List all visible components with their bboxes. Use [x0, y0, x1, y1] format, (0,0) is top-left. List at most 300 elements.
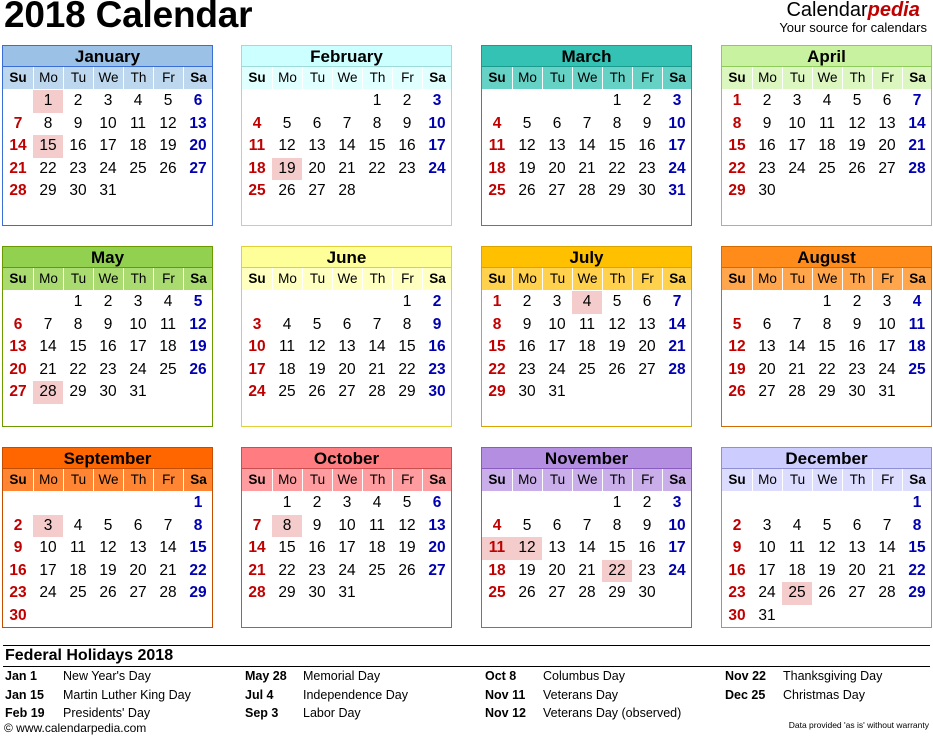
weekday-label: Tu [542, 67, 572, 89]
weekday-label: Su [488, 70, 506, 85]
day-cell: 9 [13, 539, 23, 556]
weekday-label: We [812, 268, 842, 290]
weekday-label: Mo [512, 268, 542, 290]
day-cell: 25 [908, 360, 926, 378]
holiday-name: New Year's Day [63, 669, 151, 683]
weekday-header [3, 268, 212, 290]
weekday-label: We [572, 469, 602, 491]
day-cell: 6 [13, 315, 23, 333]
empty-cell [3, 291, 33, 314]
day-cell: 7 [342, 114, 352, 132]
day-grid [242, 290, 451, 404]
day-cell: 11 [488, 137, 506, 154]
weekday-label: We [332, 268, 362, 290]
day-cell: 17 [788, 137, 806, 154]
day-cell: 23 [428, 360, 446, 378]
day-grid [722, 89, 931, 203]
day-cell: 24 [668, 561, 686, 579]
day-cell: 17 [668, 539, 686, 556]
day-cell: 2 [73, 92, 83, 109]
day-cell: 26 [518, 182, 536, 199]
day-cell: 18 [488, 159, 506, 177]
day-cell: 29 [908, 584, 926, 601]
holiday-row [723, 667, 933, 686]
empty-cell [542, 90, 572, 113]
day-cell: 12 [99, 539, 117, 556]
month-july [481, 246, 692, 427]
day-cell: 26 [608, 360, 626, 378]
month-june [241, 246, 452, 427]
day-cell: 7 [792, 315, 802, 333]
holiday-row [243, 686, 483, 705]
day-cell: 30 [69, 182, 87, 199]
holiday-date: Nov 22 [725, 669, 766, 683]
weekday-label: Tu [542, 268, 572, 290]
empty-cell [842, 492, 872, 515]
day-cell: 8 [912, 516, 922, 534]
day-cell: 29 [39, 182, 57, 199]
weekday-label: Su [248, 70, 266, 85]
day-cell: 17 [338, 539, 356, 556]
day-cell: 7 [163, 516, 173, 534]
day-cell: 23 [518, 360, 536, 378]
weekday-label: Th [123, 67, 153, 89]
day-cell: 2 [402, 92, 412, 109]
weekday-header [722, 67, 931, 89]
month-name: February [242, 46, 451, 67]
day-cell: 16 [518, 338, 536, 355]
day-cell: 26 [728, 383, 746, 400]
holiday-date: Jan 1 [5, 669, 37, 683]
day-cell: 21 [578, 561, 596, 579]
weekday-label: Tu [63, 469, 93, 491]
day-cell: 18 [159, 338, 177, 355]
day-cell: 24 [668, 159, 686, 177]
day-cell: 5 [822, 516, 832, 534]
day-cell: 12 [848, 114, 866, 132]
weekday-label: We [93, 67, 123, 89]
day-cell: 14 [578, 137, 596, 154]
holiday-column [483, 667, 723, 723]
weekday-label: Mo [752, 268, 782, 290]
day-cell: 23 [9, 584, 27, 601]
weekday-label: Tu [302, 268, 332, 290]
day-cell: 10 [248, 338, 266, 355]
weekday-label: Tu [782, 469, 812, 491]
month-name: May [3, 247, 212, 268]
day-cell: 16 [728, 561, 746, 579]
empty-cell [272, 291, 302, 314]
day-cell: 25 [159, 360, 177, 378]
weekday-label: We [332, 67, 362, 89]
day-cell: 30 [848, 383, 866, 400]
day-cell: 27 [848, 584, 866, 601]
empty-cell [812, 492, 842, 515]
empty-cell [482, 492, 512, 515]
empty-cell [242, 492, 272, 515]
day-cell: 3 [792, 92, 802, 109]
day-cell: 17 [548, 338, 566, 355]
day-cell: 9 [312, 516, 322, 534]
day-cell: 19 [728, 360, 746, 378]
day-cell: 16 [428, 338, 446, 355]
day-cell: 9 [73, 114, 83, 132]
day-cell: 3 [672, 92, 682, 109]
day-cell: 17 [668, 137, 686, 154]
empty-cell [3, 492, 33, 515]
day-cell: 13 [308, 137, 326, 154]
day-cell: 7 [912, 92, 922, 109]
holiday-name: Memorial Day [303, 669, 381, 683]
weekday-label: Fr [153, 67, 183, 89]
day-cell: 8 [193, 516, 203, 534]
day-cell: 26 [308, 383, 326, 400]
day-cell: 30 [308, 584, 326, 601]
day-cell: 14 [368, 338, 386, 355]
holiday-row [483, 686, 723, 705]
weekday-label: Su [248, 472, 266, 487]
day-cell: 26 [848, 159, 866, 177]
day-cell: 5 [732, 315, 742, 333]
day-cell: 22 [908, 561, 926, 579]
day-cell: 3 [552, 293, 562, 310]
day-cell: 13 [548, 539, 566, 556]
day-cell: 19 [818, 561, 836, 579]
weekday-label: Fr [632, 67, 662, 89]
holiday-name: Thanksgiving Day [783, 669, 883, 683]
day-cell: 20 [758, 360, 776, 378]
weekday-label: Fr [392, 67, 422, 89]
weekday-label: Th [602, 469, 632, 491]
holiday-row [3, 667, 243, 686]
weekday-label: Mo [33, 268, 63, 290]
day-cell: 5 [852, 92, 862, 109]
day-cell: 4 [282, 315, 292, 333]
empty-cell [302, 90, 332, 113]
day-grid [482, 491, 691, 605]
day-cell: 13 [848, 539, 866, 556]
holiday-date: Sep 3 [245, 706, 279, 720]
weekday-label: Th [123, 469, 153, 491]
day-cell: 3 [252, 315, 262, 333]
month-march [481, 45, 692, 226]
day-cell: 8 [822, 315, 832, 333]
day-grid [242, 89, 451, 203]
day-cell: 15 [728, 137, 746, 154]
empty-cell [872, 492, 902, 515]
day-cell: 22 [39, 159, 57, 177]
day-cell: 28 [368, 383, 386, 400]
day-cell: 22 [368, 159, 386, 177]
holiday-name: Veterans Day (observed) [543, 706, 682, 720]
month-may [2, 246, 213, 427]
day-cell: 23 [69, 159, 87, 177]
day-cell: 29 [488, 383, 506, 400]
weekday-label: Th [362, 469, 392, 491]
day-cell: 7 [582, 114, 592, 132]
day-cell: 1 [372, 92, 382, 109]
day-cell: 7 [672, 293, 682, 310]
day-cell: 2 [762, 92, 772, 109]
day-cell: 9 [432, 315, 442, 333]
weekday-label: Fr [153, 469, 183, 491]
holiday-row [483, 704, 723, 723]
day-cell: 6 [312, 114, 322, 132]
day-cell: 14 [248, 539, 266, 556]
day-cell: 8 [43, 114, 53, 132]
weekday-label: Mo [512, 469, 542, 491]
weekday-label: Sa [422, 67, 452, 89]
day-cell: 5 [103, 516, 113, 534]
day-cell: 8 [73, 315, 83, 333]
day-cell: 9 [522, 315, 532, 333]
day-cell: 22 [278, 561, 296, 579]
weekday-label: Sa [662, 268, 692, 290]
day-cell: 16 [308, 539, 326, 556]
day-cell: 9 [732, 539, 742, 556]
day-cell: 11 [788, 539, 806, 556]
month-august [721, 246, 932, 427]
holiday-date: Nov 12 [485, 706, 526, 720]
day-cell: 21 [878, 561, 896, 579]
day-cell: 22 [189, 561, 207, 579]
day-cell: 15 [818, 338, 836, 355]
day-cell: 5 [402, 494, 412, 511]
day-cell: 2 [312, 494, 322, 511]
day-cell: 5 [282, 114, 292, 132]
brand-name [779, 0, 927, 20]
day-cell: 11 [818, 114, 836, 132]
day-cell-holiday: 19 [272, 158, 302, 181]
weekday-label: Fr [872, 67, 902, 89]
month-name: October [242, 448, 451, 469]
day-cell: 2 [13, 516, 23, 534]
empty-cell [752, 492, 782, 515]
day-cell: 25 [488, 182, 506, 199]
day-cell: 24 [788, 159, 806, 177]
holiday-column [723, 667, 933, 704]
day-cell: 27 [129, 584, 147, 601]
empty-cell [33, 492, 63, 515]
day-cell: 21 [668, 338, 686, 355]
day-grid [482, 89, 691, 203]
day-cell: 23 [638, 561, 656, 579]
day-cell: 20 [338, 360, 356, 378]
day-cell: 30 [638, 584, 656, 601]
day-cell: 31 [758, 606, 776, 624]
day-cell: 11 [368, 516, 386, 534]
day-cell: 13 [638, 315, 656, 333]
day-cell: 16 [638, 539, 656, 556]
day-cell: 19 [159, 137, 177, 154]
day-cell: 24 [758, 584, 776, 601]
weekday-label: Th [123, 268, 153, 290]
day-cell: 12 [159, 114, 177, 132]
day-cell: 21 [908, 137, 926, 154]
day-cell: 16 [848, 338, 866, 355]
day-cell: 13 [428, 516, 446, 534]
day-cell: 25 [578, 360, 596, 378]
weekday-label: Sa [183, 469, 213, 491]
day-cell: 18 [278, 360, 296, 378]
day-cell: 29 [608, 584, 626, 601]
day-cell: 20 [638, 338, 656, 355]
brand-logo[interactable] [779, 0, 927, 35]
day-cell: 23 [638, 159, 656, 177]
day-cell: 2 [642, 494, 652, 511]
page-title: 2018 Calendar [4, 0, 253, 35]
day-cell: 25 [248, 182, 266, 199]
day-cell: 27 [878, 159, 896, 177]
day-cell: 6 [193, 92, 203, 109]
weekday-label: Sa [662, 469, 692, 491]
month-september [2, 447, 213, 628]
month-name: December [722, 448, 931, 469]
day-cell: 31 [548, 383, 566, 400]
day-cell: 20 [308, 159, 326, 177]
weekday-label: Sa [422, 268, 452, 290]
weekday-label: Tu [302, 67, 332, 89]
weekday-label: Th [362, 67, 392, 89]
month-name: March [482, 46, 691, 67]
federal-holidays-table [3, 645, 930, 720]
day-cell: 4 [133, 92, 143, 109]
day-cell: 4 [792, 516, 802, 534]
day-cell: 10 [758, 539, 776, 556]
day-cell: 1 [492, 293, 502, 310]
day-cell: 24 [548, 360, 566, 378]
weekday-label: Tu [542, 469, 572, 491]
day-cell: 22 [608, 159, 626, 177]
day-cell: 7 [882, 516, 892, 534]
day-cell: 14 [788, 338, 806, 355]
day-cell: 2 [852, 293, 862, 310]
empty-cell [782, 291, 812, 314]
day-cell: 2 [103, 293, 113, 310]
day-cell: 23 [308, 561, 326, 579]
weekday-label: We [332, 469, 362, 491]
day-cell: 18 [69, 561, 87, 579]
day-cell: 30 [728, 606, 746, 624]
day-cell: 3 [432, 92, 442, 109]
day-cell: 4 [163, 293, 173, 310]
weekday-label: Tu [782, 67, 812, 89]
month-november [481, 447, 692, 628]
weekday-label: Mo [272, 67, 302, 89]
month-name: July [482, 247, 691, 268]
day-cell: 20 [548, 561, 566, 579]
day-cell: 1 [282, 494, 292, 511]
day-cell: 20 [848, 561, 866, 579]
footer-disclaimer: Data provided 'as is' without warranty [788, 720, 929, 730]
day-cell: 21 [338, 159, 356, 177]
day-cell: 25 [69, 584, 87, 601]
day-cell: 12 [398, 516, 416, 534]
day-grid [3, 89, 212, 203]
day-cell: 3 [882, 293, 892, 310]
day-cell: 4 [252, 114, 262, 132]
day-cell: 13 [548, 137, 566, 154]
day-cell: 30 [758, 182, 776, 199]
day-cell: 25 [818, 159, 836, 177]
weekday-label: Sa [183, 67, 213, 89]
day-cell: 14 [159, 539, 177, 556]
empty-cell [512, 90, 542, 113]
day-cell: 6 [882, 92, 892, 109]
day-cell: 3 [342, 494, 352, 511]
empty-cell [63, 492, 93, 515]
weekday-label: Mo [33, 67, 63, 89]
day-cell: 8 [402, 315, 412, 333]
holiday-row [483, 667, 723, 686]
day-cell: 1 [193, 494, 203, 511]
day-cell: 14 [338, 137, 356, 154]
weekday-label: We [812, 67, 842, 89]
day-cell: 28 [9, 182, 27, 199]
holiday-name: Presidents' Day [63, 706, 151, 720]
day-cell: 18 [488, 561, 506, 579]
weekday-label: Su [9, 271, 27, 286]
weekday-header [722, 469, 931, 491]
weekday-label: We [572, 67, 602, 89]
day-cell: 8 [732, 114, 742, 132]
day-cell: 17 [99, 137, 117, 154]
day-cell: 4 [492, 516, 502, 534]
holiday-name: Columbus Day [543, 669, 625, 683]
day-cell: 30 [638, 182, 656, 199]
day-cell: 10 [99, 114, 117, 132]
day-grid [3, 290, 212, 404]
day-cell: 19 [308, 360, 326, 378]
day-cell: 16 [69, 137, 87, 154]
day-cell: 28 [668, 360, 686, 378]
day-cell: 10 [428, 114, 446, 132]
day-cell: 15 [398, 338, 416, 355]
day-cell: 3 [762, 516, 772, 534]
footer-url[interactable]: © www.calendarpedia.com [4, 721, 147, 735]
day-cell: 10 [668, 516, 686, 534]
weekday-label: Fr [153, 268, 183, 290]
weekday-label: Tu [63, 67, 93, 89]
day-cell: 21 [788, 360, 806, 378]
day-grid [722, 290, 931, 404]
day-cell: 1 [612, 92, 622, 109]
day-cell: 30 [428, 383, 446, 400]
day-cell: 21 [9, 159, 27, 177]
day-cell: 22 [69, 360, 87, 378]
day-cell: 21 [578, 159, 596, 177]
day-cell: 22 [398, 360, 416, 378]
weekday-label: Sa [662, 67, 692, 89]
weekday-label: Sa [902, 469, 932, 491]
weekday-label: Th [602, 67, 632, 89]
day-cell: 5 [522, 516, 532, 534]
day-cell: 23 [848, 360, 866, 378]
empty-cell [332, 90, 362, 113]
weekday-header [722, 268, 931, 290]
weekday-label: Mo [512, 67, 542, 89]
weekday-label: We [572, 268, 602, 290]
day-cell: 3 [672, 494, 682, 511]
weekday-label: Su [488, 472, 506, 487]
day-cell: 22 [488, 360, 506, 378]
holiday-date: Jul 4 [245, 687, 274, 702]
day-cell: 26 [189, 360, 207, 378]
empty-cell [512, 492, 542, 515]
weekday-label: Sa [902, 67, 932, 89]
day-cell: 27 [638, 360, 656, 378]
day-cell: 24 [39, 584, 57, 601]
